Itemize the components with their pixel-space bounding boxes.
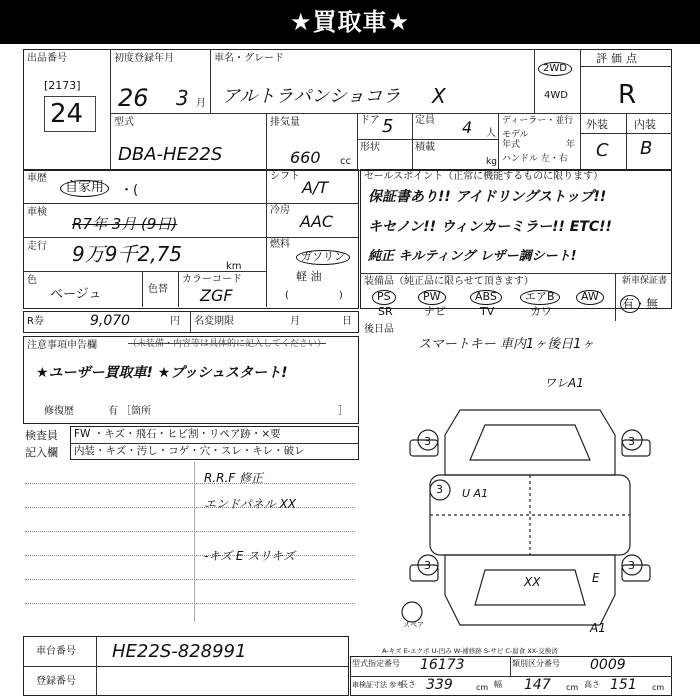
shift-value: A/T	[302, 178, 329, 197]
lot-label: 出品番号	[27, 53, 67, 64]
diagram-note-e: E	[592, 571, 600, 585]
reg-limit-month: 月	[290, 316, 300, 327]
lot-number: 24	[50, 99, 84, 129]
recycle-unit: 円	[170, 316, 180, 327]
first-reg-unit: 月	[196, 98, 206, 109]
handle-label: ハンドル 左・右	[502, 154, 568, 164]
diagram-note-a1: A1	[590, 621, 606, 635]
color-label: 色	[27, 275, 37, 286]
equip-abs: ABS	[470, 290, 502, 305]
inspection-label: 車検	[27, 207, 47, 218]
chassis-label: 車台番号	[36, 646, 76, 657]
doors-label: ドア	[360, 115, 380, 126]
capacity-unit: 人	[486, 128, 496, 139]
shape-label: 形状	[360, 142, 380, 153]
repair-label: 修復歴	[44, 406, 74, 417]
class-number-value: 0009	[590, 657, 626, 673]
interior-label: 内装	[634, 118, 656, 131]
exterior-value: C	[596, 140, 609, 161]
diagram-mark-2: 3	[628, 435, 635, 448]
notes-line1: ★ユーザー買取車! ★プッシュスタート!	[36, 365, 288, 381]
notes-label: 注意事項申告欄	[27, 340, 97, 351]
first-reg-year: 26	[118, 84, 149, 112]
reg-limit-day: 日	[342, 316, 352, 327]
warranty-label: 新車保証書	[622, 276, 668, 286]
reg-number-label: 登録番号	[36, 676, 76, 687]
inspector-label: 検査員	[25, 429, 58, 442]
equip-leather: カワ	[530, 305, 552, 318]
color-code-label: カラーコード	[182, 274, 242, 285]
repair-close: ］	[338, 406, 348, 417]
score-value: R	[618, 80, 637, 110]
model-label: 型式	[114, 117, 134, 128]
load-label: 積載	[415, 142, 435, 153]
repair-value: 有 ［箇所	[108, 406, 152, 417]
class-number-label: 類別区分番号	[512, 659, 560, 668]
width-unit: cm	[566, 683, 579, 692]
diagram-note-left: U A1	[462, 487, 489, 500]
history-rest: ・(	[120, 183, 139, 198]
diagram-note-xx: XX	[524, 575, 541, 589]
displacement-unit: cc	[340, 156, 351, 167]
recycle-label: R券	[27, 316, 44, 327]
dealer-year-unit: 年	[566, 140, 576, 150]
car-name-label: 車名・グレード	[214, 53, 284, 64]
drive-4wd: 4WD	[544, 90, 568, 101]
drive-2wd: 2WD	[538, 62, 572, 76]
diagram-mark-1: 3	[424, 435, 431, 448]
dealer-model-label: モデル	[502, 130, 529, 140]
aircon-label: 冷房	[270, 205, 290, 216]
mileage-unit: km	[226, 261, 242, 272]
car-grade-value: X	[432, 84, 446, 108]
equipment-label: 装備品（純正品に限らせて頂きます）	[364, 276, 534, 287]
chassis-value: HE22S-828991	[112, 641, 247, 662]
recycle-value: 9,070	[90, 313, 131, 329]
color-value: ベージュ	[50, 287, 102, 302]
equip-sr: SR	[378, 305, 393, 318]
first-reg-month: 3	[176, 86, 189, 110]
recorder-label: 記入欄	[25, 446, 58, 459]
equip-navi: ナビ	[424, 305, 446, 318]
mileage-value: 9万9千2,75	[72, 242, 182, 266]
length-value: 339	[426, 677, 453, 693]
length-unit: cm	[476, 683, 489, 692]
fuel-value: ガソリン	[296, 250, 350, 265]
color-code-value: ZGF	[200, 286, 233, 305]
reg-limit-label: 名変期限	[194, 316, 234, 327]
exterior-label: 外装	[586, 118, 608, 131]
width-value: 147	[524, 677, 551, 693]
page-title: ★買取車★	[0, 0, 700, 44]
accessories-label: 後日品	[364, 324, 394, 335]
remarks-line3: -キズ E スリキズ	[204, 549, 296, 563]
displacement-label: 排気量	[270, 117, 300, 128]
diagram-mark-5: 3	[436, 483, 443, 496]
history-label: 車歴	[27, 173, 47, 184]
type-designation-label: 型式指定番号	[352, 659, 400, 668]
shift-label: シフト	[270, 171, 300, 182]
score-label: 評価点	[596, 52, 641, 65]
displacement-value: 660	[290, 148, 321, 167]
fuel-alt: 軽 油	[296, 270, 322, 283]
capacity-value: 4	[462, 118, 473, 137]
damage-legend: A-キズ E-エクボ U-凹み W-補修跡 S-サビ C-腐食 XX-交換済	[382, 647, 558, 655]
car-name-value: アルトラパンショコラ	[222, 86, 401, 107]
fuel-label: 燃料	[270, 239, 290, 250]
capacity-label: 定員	[415, 115, 435, 126]
interior-value: B	[640, 138, 653, 159]
diagram-note-top: ワレA1	[544, 376, 584, 390]
doors-value: 5	[382, 116, 394, 137]
width-label: 幅	[494, 680, 502, 689]
equip-pw: PW	[418, 290, 446, 305]
equip-tv: TV	[480, 305, 495, 318]
diagram-mark-3: 3	[424, 559, 431, 572]
diagram-mark-4: 3	[628, 559, 635, 572]
dealer-year-label: 年式	[502, 140, 521, 150]
warranty-value: 有・無	[622, 297, 659, 311]
mileage-label: 走行	[27, 241, 47, 252]
sales-points-line1: 保証書あり!! アイドリングストップ!!	[368, 189, 607, 205]
equip-ps: PS	[372, 290, 396, 305]
equip-airbag: エアB	[520, 290, 560, 305]
sales-points-line3: 純正 キルティング レザー調シート!	[368, 249, 577, 264]
length-label: 長さ	[400, 680, 416, 689]
recorder-row: 内装・キズ・汚し・コゲ・穴・スレ・キレ・破レ	[74, 445, 305, 457]
inspection-value: R7年 3月 (9日)	[72, 215, 178, 233]
accessories-value: スマートキー 車内1ヶ後日1ヶ	[418, 337, 595, 352]
sales-points-label: セールスポイント（正常に機能するものに限ります）	[364, 171, 604, 182]
height-label: 高さ	[584, 680, 600, 689]
dimensions-ref-label: 車検証寸法 参考	[352, 681, 404, 689]
model-value: DBA-HE22S	[118, 144, 223, 165]
notes-strike: （未装備・内容等は具体的に記入してください）	[128, 339, 327, 349]
sales-points-line2: キセノン!! ウィンカーミラー!! ETC!!	[368, 219, 612, 235]
history-value: 自家用	[60, 180, 109, 197]
inspector-row: FW ・キズ・飛石・ヒビ割・リペア跡・×要	[74, 428, 281, 440]
car-diagram	[400, 380, 670, 640]
diagram-spare: スペア	[403, 621, 424, 629]
load-unit: kg	[486, 157, 497, 167]
equip-aw: AW	[576, 290, 604, 305]
first-reg-label: 初度登録年月	[114, 53, 174, 64]
type-designation-value: 16173	[420, 657, 465, 673]
aircon-value: AAC	[300, 212, 334, 231]
height-value: 151	[610, 677, 637, 693]
dealer-label: ディーラー・並行	[502, 116, 574, 126]
remarks-line2: エンドパネル XX	[204, 497, 297, 511]
color-change-label: 色替	[148, 284, 168, 295]
remarks-line1: R.R.F 修正	[204, 471, 264, 485]
lot-code: [2173]	[44, 79, 81, 92]
height-unit: cm	[652, 683, 665, 692]
